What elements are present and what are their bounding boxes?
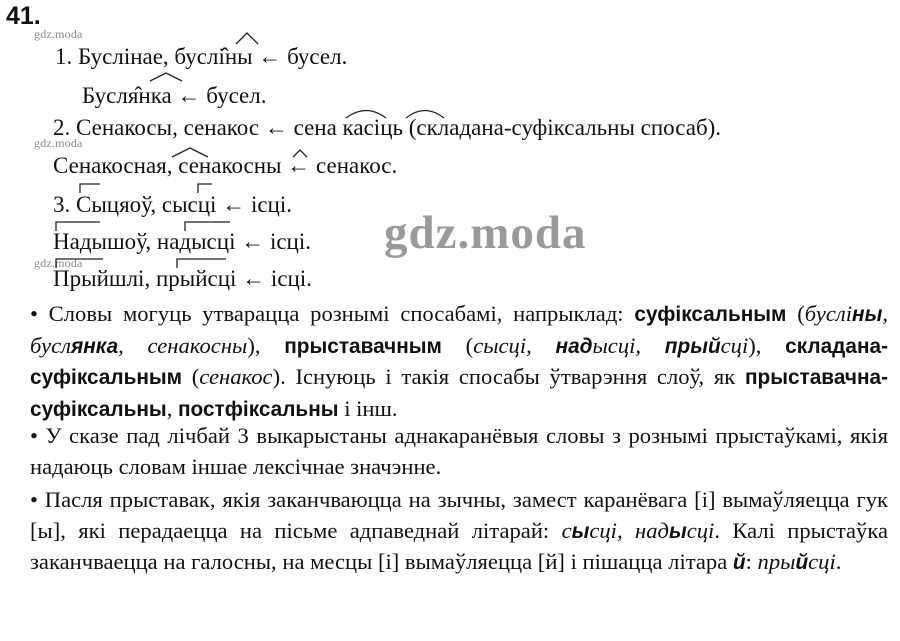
paragraph-text: . Калі прыстаўка заканчваецца на галосны, на месцы [і] вымаўляецца [й] і пішацца літара: [30, 517, 889, 575]
paragraph-text: (: [441, 332, 474, 358]
example-word-highlight: ны: [852, 303, 883, 326]
paragraph-2: • У сказе пад лічбай 3 выкарыстаны аднакаранёвыя словы з рознымі прыстаўкамі, якія надаюць словам іншае лексічнае значэнне.: [30, 423, 888, 479]
bold-term: прыставачна-суфіксальны: [30, 366, 888, 422]
example-word: , сенакосны: [118, 332, 248, 358]
line-4: Сенакосная, сенакосны ← сенакос.: [53, 153, 398, 178]
watermark: gdz.moda: [34, 136, 83, 150]
example-word-highlight: прый: [664, 334, 721, 358]
paragraph-text: ),: [247, 332, 285, 358]
example-letter: й: [732, 551, 746, 575]
paragraph-text: :: [745, 549, 758, 575]
example-word: ,: [882, 301, 888, 326]
paragraph-text: ,: [166, 396, 178, 422]
example-word-highlight: ы: [668, 519, 687, 543]
paragraph-3: [30, 485, 888, 579]
example-word-highlight: янка: [70, 334, 119, 358]
example-word: сці, над: [589, 517, 669, 543]
paragraph-text: • Пасля прыставак, якія заканчваюцца на зычны, замест каранёвага [і] вымаўляецца гук [ы], які перадаецца на пісьме адпаведнай літарай:: [30, 487, 888, 543]
line-7: Прыйшлі, прыйсці ← ісці.: [53, 266, 312, 291]
paragraph-text: ). Існуюць і такія спосабы ўтварэння слоў, як: [272, 364, 745, 390]
watermark: gdz.moda: [34, 256, 83, 270]
bold-term: прыставачным: [284, 334, 442, 358]
paragraph-text: .: [835, 549, 842, 575]
example-word: сці: [686, 517, 715, 543]
watermark-large: gdz.moda: [384, 207, 587, 259]
example-word: буслі: [804, 301, 853, 326]
example-word: бусл: [30, 332, 71, 358]
line-3: 2. Сенакосы, сенакос ← сена касіць (складана-суфіксальны спосаб).: [53, 115, 722, 140]
paragraph-text: (: [786, 301, 805, 326]
example-word-highlight: ы: [571, 519, 590, 543]
bold-term: суфіксальным: [634, 303, 787, 326]
example-word-highlight: над: [555, 334, 593, 358]
paragraph-text: (: [182, 364, 200, 390]
example-word: сці: [808, 549, 836, 575]
example-word-highlight: й: [795, 551, 809, 575]
example-word: сці: [720, 332, 749, 358]
example-word: пры: [757, 549, 796, 575]
watermark: gdz.moda: [34, 27, 83, 41]
line-5: 3. Сыцяоў, сысці ← ісці.: [53, 192, 292, 217]
paragraph-text: • Словы могуць утварацца рознымі спосабамі, напрыклад:: [30, 301, 635, 326]
line-6: Надышоў, надысці ← ісці.: [53, 229, 312, 254]
bold-term: постфіксальны: [177, 398, 339, 422]
suffix-mark: [150, 73, 182, 81]
paragraph-text: і інш.: [338, 396, 398, 422]
line-1: 1. Буслінае, буслі̂ны ← бусел.: [55, 44, 348, 69]
bold-term: складана-суфіксальным: [30, 334, 888, 390]
example-word: сенакос: [199, 364, 273, 390]
example-word: с: [561, 517, 572, 543]
example-word: сысці,: [473, 332, 556, 358]
paragraph-text: ),: [748, 332, 786, 358]
example-word: ысці,: [592, 332, 665, 358]
paragraph-1: [30, 299, 888, 426]
line-2: Бусля̂нка ← бусел.: [82, 83, 267, 108]
suffix-mark: [236, 33, 258, 44]
exercise-number: 41.: [6, 2, 41, 30]
